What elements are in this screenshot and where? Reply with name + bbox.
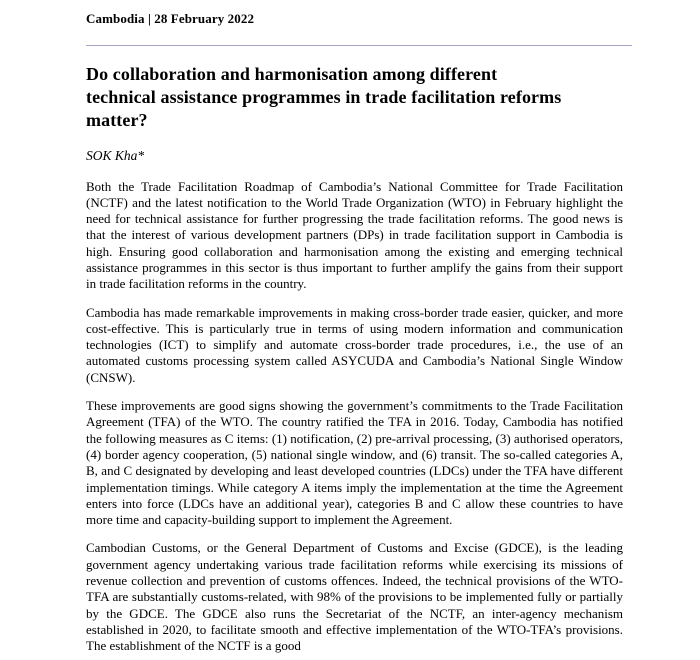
dateline: Cambodia | 28 February 2022 bbox=[86, 11, 255, 26]
header-divider bbox=[86, 45, 632, 46]
author-byline: SOK Kha* bbox=[86, 148, 145, 163]
paragraph-3: These improvements are good signs showing the government’s commitments to the Trade Facilitation Agreement (TFA) of the WTO. The country ratified the TFA in 2016. Today, Cambodia has notified the following measures as C items: (1) notification, (2) pre-arrival processing, (3) authorised operators, (4) border agency cooperation, (5) national single window, and (6) transit. The so-called categories A, B, and C designated by developing and least developed countries (LDCs) under the TFA have different implementation timings. While category A items imply the implementation at the time the Agreement enters into force (LDCs have an additional year), categories B and C allow these countries to have more time and capacity-building support to implement the Agreement. bbox=[86, 398, 623, 528]
article-title-line-1: Do collaboration and harmonisation among different bbox=[86, 64, 498, 84]
article-title-line-2: technical assistance programmes in trade facilitation reforms bbox=[86, 87, 562, 107]
paragraph-4: Cambodian Customs, or the General Department of Customs and Excise (GDCE), is the leading government agency undertaking various trade facilitation reforms while exercising its missions of revenue collection and prevention of customs offences. Indeed, the technical provisions of the WTO-TFA are substantially customs-related, with 98% of the provisions to be implemented fully or partially by the GDCE. The GDCE also runs the Secretariat of the NCTF, an inter-agency mechanism established in 2020, to facilitate smooth and effective implementation of the WTO-TFA’s provisions. The establishment of the NCTF is a good bbox=[86, 540, 623, 654]
paragraph-2: Cambodia has made remarkable improvements in making cross-border trade easier, quicker, and more cost-effective. This is particularly true in terms of using modern information and communication technologies (ICT) to simplify and automate cross-border trade procedures, i.e., the use of an automated customs processing system called ASYCUDA and Cambodia’s National Single Window (CNSW). bbox=[86, 304, 623, 385]
article-title-line-3: matter? bbox=[86, 110, 148, 130]
article-title bbox=[86, 63, 623, 132]
paragraph-1: Both the Trade Facilitation Roadmap of Cambodia’s National Committee for Trade Facilitation (NCTF) and the latest notification to the World Trade Organization (WTO) in February highlight the need for technical assistance for further progressing the trade facilitation reforms. The good news is that the interest of various development partners (DPs) in trade facilitation support in Cambodia is high. Ensuring good collaboration and harmonisation among the existing and emerging technical assistance programmes in this sector is thus important to further amplify the gains from their support in trade facilitation reforms in the country. bbox=[86, 178, 623, 292]
